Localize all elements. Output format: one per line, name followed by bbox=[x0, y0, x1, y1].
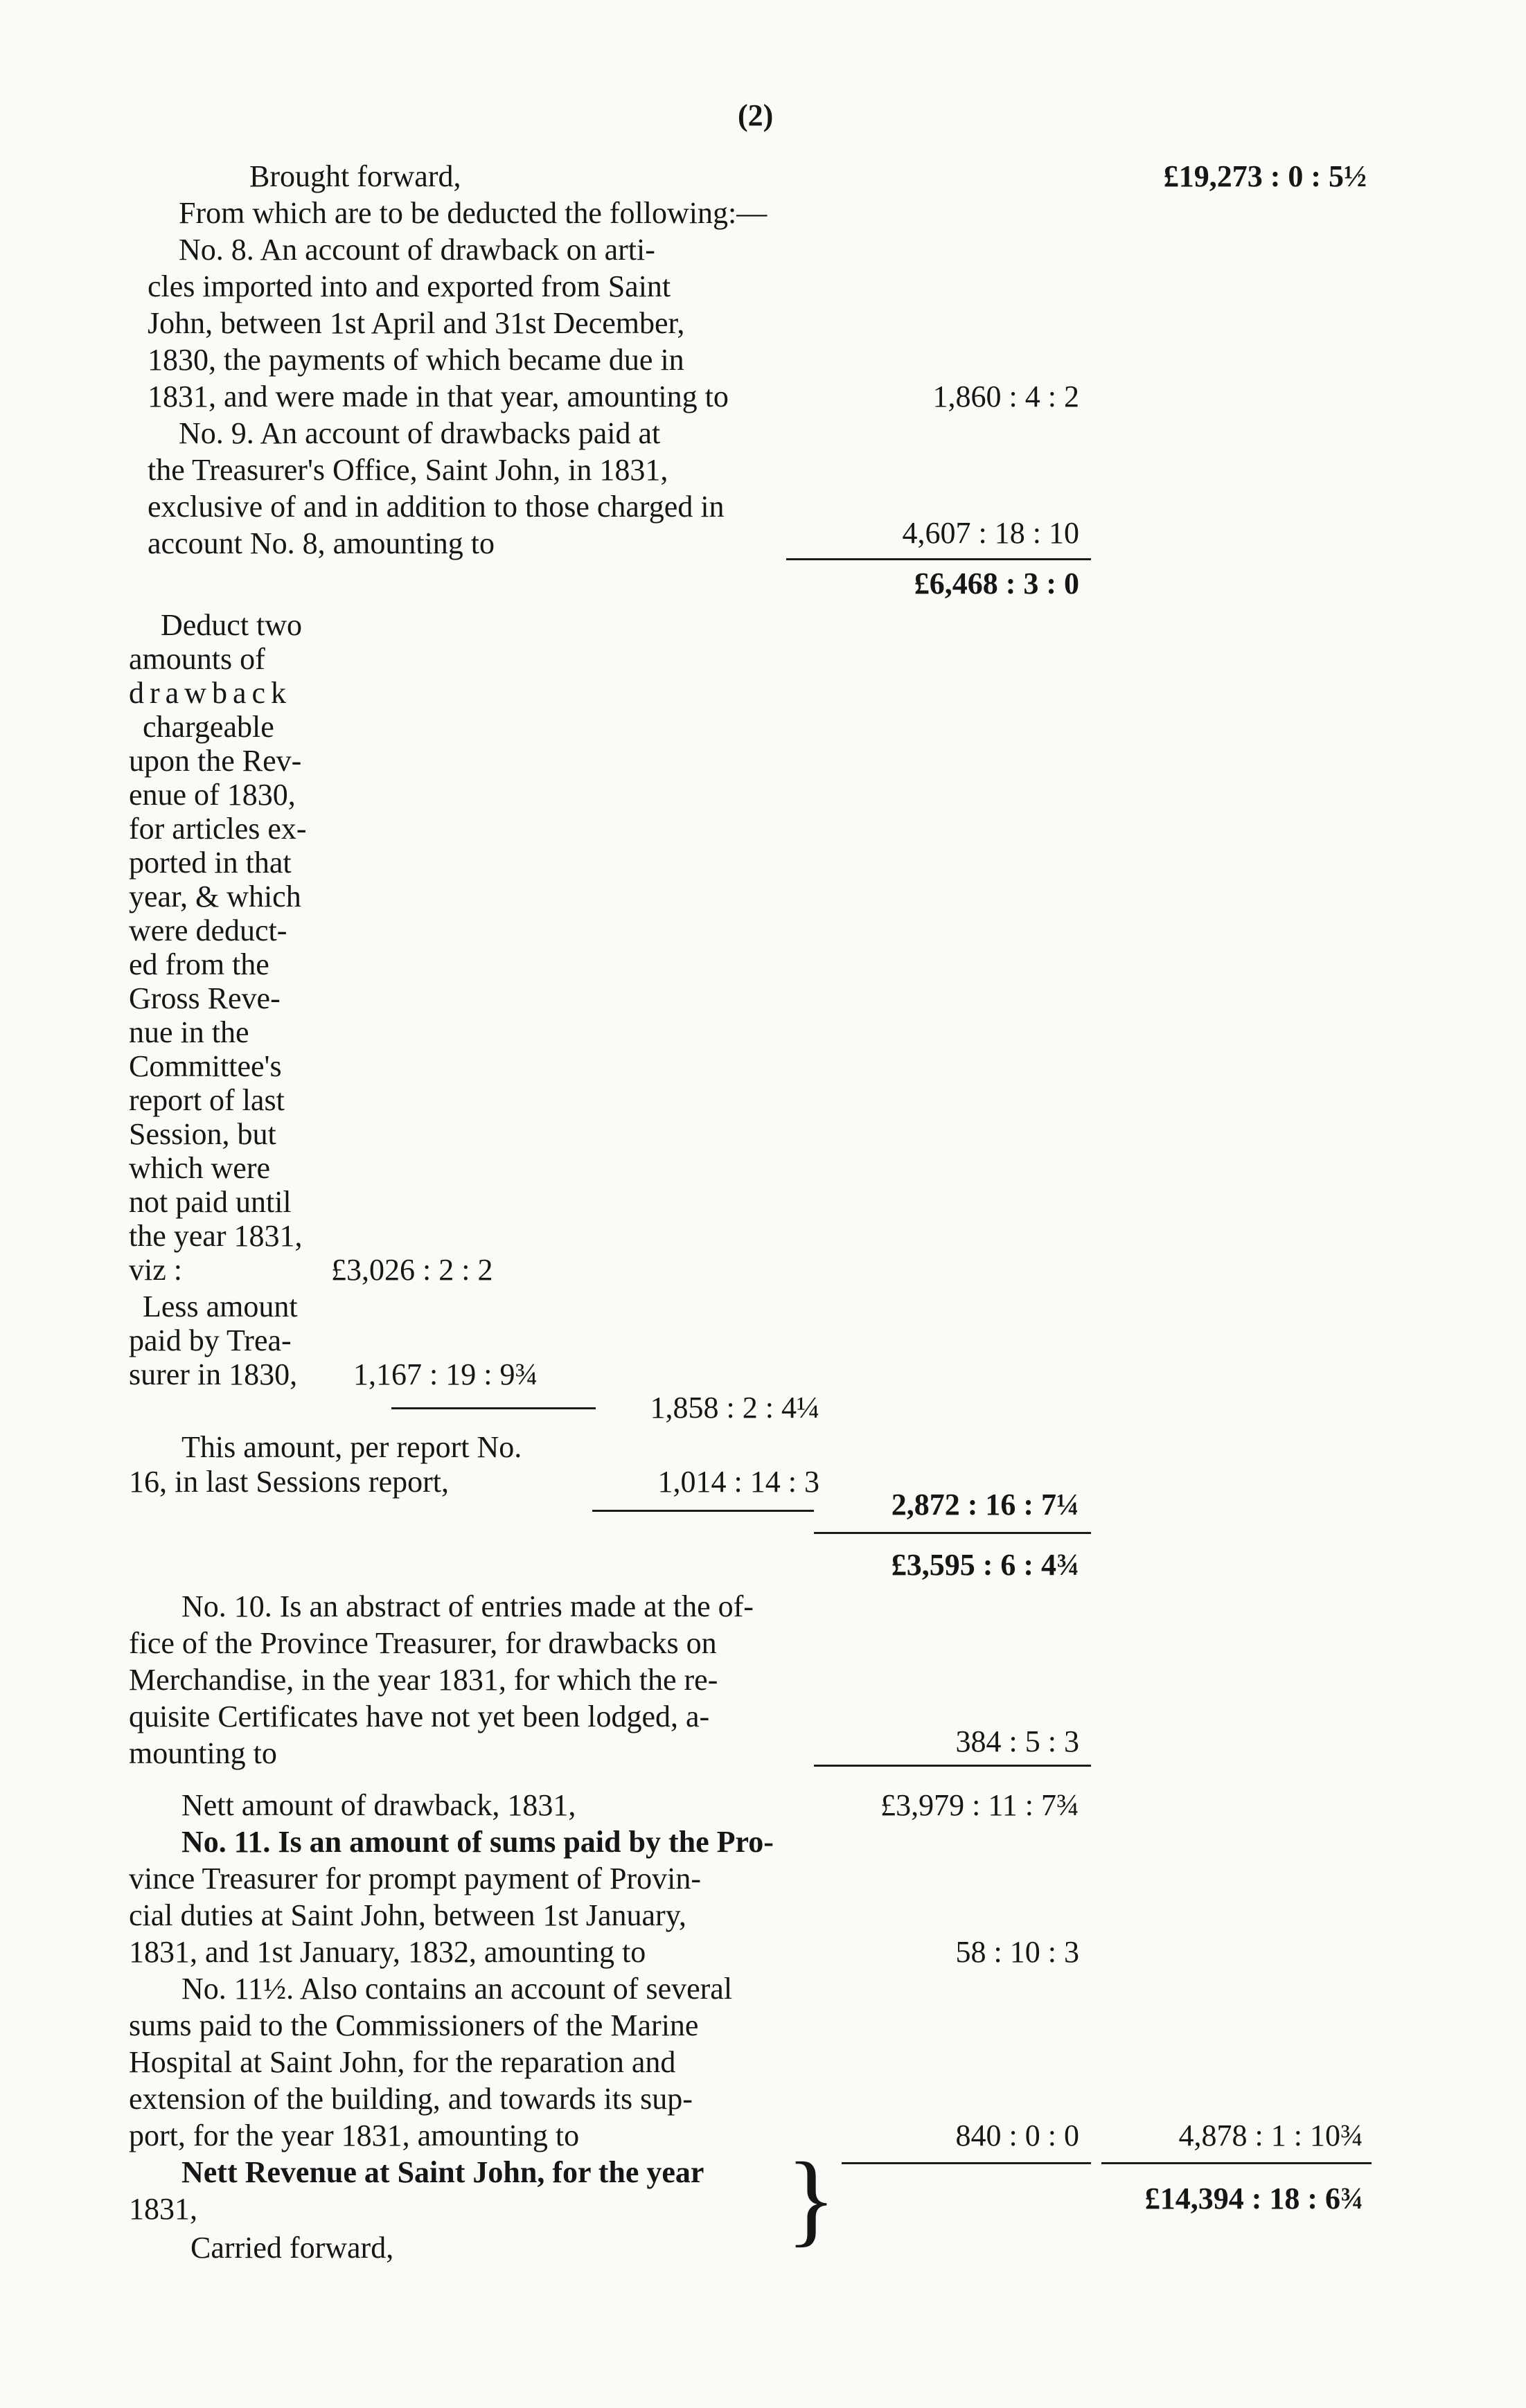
deduct-net: 1,858 : 2 : 4¼ bbox=[650, 1391, 819, 1425]
report16-line-1: This amount, per report No. bbox=[181, 1430, 522, 1464]
intro-line: From which are to be deducted the following:— bbox=[179, 196, 768, 230]
no9-line-4: account No. 8, amounting to bbox=[148, 526, 495, 560]
brought-forward-amount: £19,273 : 0 : 5½ bbox=[1163, 159, 1367, 193]
rule-report16 bbox=[592, 1510, 814, 1512]
no8-line-4: 1830, the payments of which became due in bbox=[148, 343, 684, 377]
no11half-line-1: No. 11½. Also contains an account of several bbox=[181, 1972, 733, 2006]
less-line-3: surer in 1830, bbox=[129, 1357, 298, 1391]
no11-amount: 58 : 10 : 3 bbox=[955, 1935, 1079, 1969]
no8-line-5: 1831, and were made in that year, amounting to bbox=[148, 380, 729, 413]
no10-line-2: fice of the Province Treasurer, for drawbacks on bbox=[129, 1626, 717, 1660]
no10-line-5: mounting to bbox=[129, 1736, 277, 1770]
deduct-line-7: for articles ex- bbox=[129, 812, 307, 846]
rule-3 bbox=[814, 1765, 1091, 1767]
no8-line-1: No. 8. An account of drawback on arti- bbox=[179, 233, 655, 267]
no11half-amount: 840 : 0 : 0 bbox=[955, 2119, 1079, 2152]
deduct-line-13: nue in the bbox=[129, 1015, 249, 1049]
no11half-line-5: port, for the year 1831, amounting to bbox=[129, 2119, 580, 2152]
no11half-line-2: sums paid to the Commissioners of the Marine bbox=[129, 2008, 699, 2042]
deduct-line-1: Deduct two bbox=[161, 608, 303, 642]
no8-amount: 1,860 : 4 : 2 bbox=[932, 380, 1079, 413]
carried-forward-label: Carried forward, bbox=[190, 2231, 394, 2265]
no11-line-3: cial duties at Saint John, between 1st January, bbox=[129, 1898, 686, 1932]
deduct-line-18: not paid until bbox=[129, 1185, 292, 1219]
report16-amount: 1,014 : 14 : 3 bbox=[657, 1465, 819, 1499]
nett-revenue-amount: £14,394 : 18 : 6¾ bbox=[1144, 2182, 1363, 2215]
less-amount: 1,167 : 19 : 9¾ bbox=[353, 1357, 538, 1391]
no9-amount: 4,607 : 18 : 10 bbox=[902, 516, 1079, 550]
deduct-line-12: Gross Reve- bbox=[129, 981, 281, 1015]
no10-line-1: No. 10. Is an abstract of entries made at the of- bbox=[181, 1589, 754, 1623]
no10-line-3: Merchandise, in the year 1831, for which the re- bbox=[129, 1663, 718, 1697]
no8-line-2: cles imported into and exported from Saint bbox=[148, 269, 671, 303]
deduct-line-14: Committee's bbox=[129, 1049, 282, 1083]
nett-revenue-line-2: 1831, bbox=[129, 2192, 197, 2226]
report16-line-2: 16, in last Sessions report, bbox=[129, 1465, 449, 1499]
no9-line-2: the Treasurer's Office, Saint John, in 1831, bbox=[148, 453, 668, 487]
subtotal-1: £6,468 : 3 : 0 bbox=[914, 567, 1079, 600]
less-line-2: paid by Trea- bbox=[129, 1323, 292, 1357]
deduct-line-6: enue of 1830, bbox=[129, 778, 296, 812]
nett-revenue-line-1: Nett Revenue at Saint John, for the year bbox=[181, 2155, 704, 2189]
page-number: (2) bbox=[738, 98, 774, 132]
brought-forward-label: Brought forward, bbox=[249, 159, 461, 193]
deduct-line-17: which were bbox=[129, 1151, 271, 1185]
nett-drawback-amount: £3,979 : 11 : 7¾ bbox=[880, 1788, 1079, 1822]
no11-line-2: vince Treasurer for prompt payment of Provin- bbox=[129, 1862, 702, 1896]
rule-4b bbox=[1101, 2162, 1372, 2164]
no11half-line-4: extension of the building, and towards its sup- bbox=[129, 2082, 693, 2116]
no9-line-1: No. 9. An account of drawbacks paid at bbox=[179, 416, 661, 450]
rule-deduct bbox=[391, 1407, 596, 1409]
deduct-viz-amount: £3,026 : 2 : 2 bbox=[331, 1253, 493, 1287]
deduct-line-2: amounts of bbox=[129, 642, 265, 676]
no11-line-4: 1831, and 1st January, 1832, amounting to bbox=[129, 1935, 646, 1969]
nett-drawback-label: Nett amount of drawback, 1831, bbox=[181, 1788, 576, 1822]
no9-line-3: exclusive of and in addition to those charged in bbox=[148, 490, 725, 524]
no11half-line-3: Hospital at Saint John, for the reparation and bbox=[129, 2045, 676, 2079]
deduct-viz-label: viz : bbox=[129, 1253, 182, 1287]
rule-2 bbox=[814, 1532, 1091, 1534]
curly-brace-icon: } bbox=[786, 2141, 836, 2256]
deduct-line-8: ported in that bbox=[129, 846, 292, 880]
no10-line-4: quisite Certificates have not yet been lodged, a- bbox=[129, 1700, 710, 1733]
deduct-line-19: the year 1831, bbox=[129, 1219, 303, 1253]
no8-line-3: John, between 1st April and 31st December, bbox=[148, 306, 685, 340]
report16-total: 2,872 : 16 : 7¼ bbox=[891, 1488, 1079, 1522]
deduct-line-4: chargeable bbox=[143, 710, 274, 744]
deduct-line-5: upon the Rev- bbox=[129, 744, 302, 778]
deduct-line-3: drawback bbox=[129, 676, 292, 710]
deduct-line-10: were deduct- bbox=[129, 913, 287, 947]
no11-line-1: No. 11. Is an amount of sums paid by the Pro- bbox=[181, 1825, 774, 1859]
rule-1 bbox=[786, 558, 1091, 560]
subtotal-2: £3,595 : 6 : 4¾ bbox=[891, 1548, 1079, 1582]
deduct-line-15: report of last bbox=[129, 1083, 285, 1117]
no11half-total: 4,878 : 1 : 10¾ bbox=[1178, 2119, 1363, 2152]
less-line-1: Less amount bbox=[143, 1290, 298, 1323]
deduct-line-11: ed from the bbox=[129, 947, 269, 981]
rule-4a bbox=[842, 2162, 1091, 2164]
deduct-line-16: Session, but bbox=[129, 1117, 276, 1151]
deduct-line-9: year, & which bbox=[129, 880, 301, 913]
no10-amount: 384 : 5 : 3 bbox=[955, 1724, 1079, 1758]
